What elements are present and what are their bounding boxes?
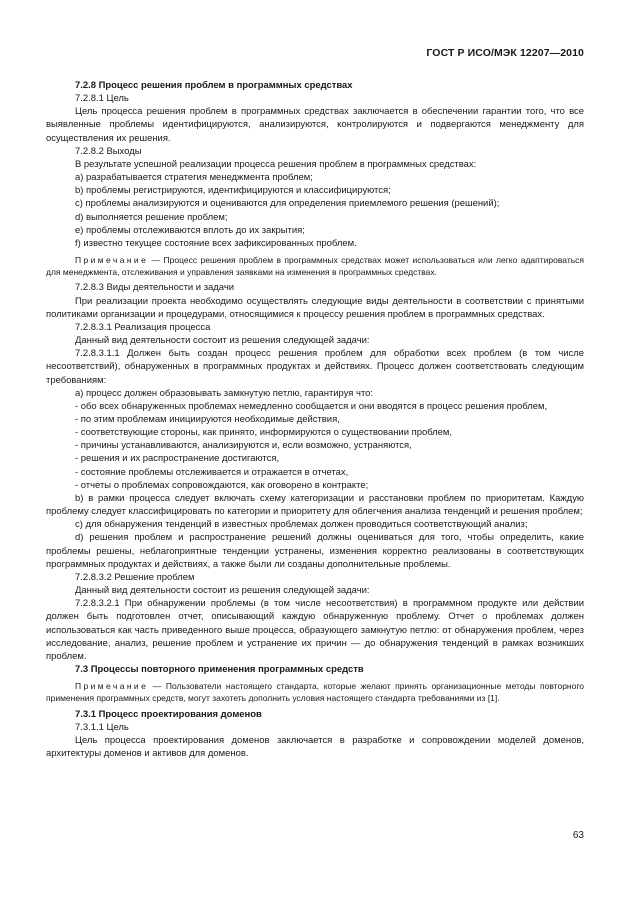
note-paragraph [46,254,584,278]
paragraph: - обо всех обнаруженных проблемах немедленно сообщается и они вводятся в процесс решения проблем, [75,400,548,412]
note-text: — Пользователи настоящего стандарта, которые желают принять организационные методы повторного применения программных средств, могут захотеть дополнить условия настоящего стандарта требованиями из [1]. [46,681,584,704]
paragraph: e) проблемы отслеживаются вплоть до их закрытия; [75,224,305,236]
paragraph: 7.2.8.3.1.1 Должен быть создан процесс решения проблем для обработки всех проблем (в том числе несоответствий), обнаруженных в программных продуктах и действиях. Процесс должен соответствовать следующим требованиям: [46,348,584,386]
paragraph: - отчеты о проблемах сопровождаются, как оговорено в контракте; [75,479,369,491]
note-text: — Процесс решения проблем в программных средствах может использоваться или легко адаптироваться для менеджмента, отслеживания и управления заявками на изменения в программных средствах. [46,255,584,278]
paragraph: f) известно текущее состояние всех зафиксированных проблем. [75,237,357,249]
section-heading: 7.3 Процессы повторного применения программных средств [75,663,364,675]
paragraph: d) выполняется решение проблем; [75,211,228,223]
paragraph: - решения и их распространение достигаются, [75,453,280,465]
section-heading: 7.3.1 Процесс проектирования доменов [75,708,262,720]
paragraph: a) процесс должен образовывать замкнутую петлю, гарантируя что: [75,387,374,399]
paragraph: - причины устанавливаются, анализируются и, если возможно, устраняются, [75,440,412,452]
paragraph: Данный вид деятельности состоит из решения следующей задачи: [75,585,370,597]
paragraph: a) разрабатывается стратегия менеджмента проблем; [75,172,313,184]
paragraph: 7.3.1.1 Цель [75,721,129,733]
paragraph: 7.2.8.3.2.1 При обнаружении проблемы (в том числе несоответствия) в программном продукте или действии должен быть подготовлен отчет, описывающий каждую обнаруженную проблему. Отчет о проблемах должен использоваться как часть приведенного выше процесса, образующего замкнутую петлю: от обнаружения проблем, через исследование, анализ, решение проблем и устранение их причин — до обнаружения тенденций в рамках возникших проблем. [46,598,584,662]
note-label: Примечание [75,681,149,692]
paragraph: 7.2.8.3 Виды деятельности и задачи [75,282,235,294]
section-heading: 7.2.8 Процесс решения проблем в программных средствах [75,80,353,91]
paragraph: - по этим проблемам инициируются необходимые действия, [75,414,340,425]
paragraph: Данный вид деятельности состоит из решения следующей задачи: [75,335,370,347]
paragraph: b) в рамки процесса следует включать схему категоризации и расстановки проблем по приоритетам. Каждую проблему следует классифицировать по категории и приоритету для облегчения анализа тенденций и решения проблем; [46,492,584,518]
paragraph: При реализации проекта необходимо осуществлять следующие виды деятельности в соответствии с принятыми политиками организации и процедурами, относящимися к процессу решения проблем в программных средствах. [46,295,584,320]
paragraph: 7.2.8.2 Выходы [75,145,142,157]
page-number: 63 [572,830,584,841]
paragraph: - состояние проблемы отслеживается и отражается в отчетах, [75,466,349,478]
paragraph: Цель процесса проектирования доменов заключается в разработке и сопровождении моделей доменов, архитектуры доменов и активов для доменов. [46,734,584,759]
note-label: Примечание [75,255,149,266]
paragraph: 7.2.8.3.2 Решение проблем [75,571,195,583]
paragraph: Цель процесса решения проблем в программных средствах заключается в обеспечении гарантии того, что все выявленные проблемы идентифицируются, анализируются, контролируются и подвергаются менеджменту для осуществления их решения. [46,106,584,144]
paragraph: d) решения проблем и распространение решений должны оцениваться для того, чтобы определить, какие проблемы решены, неблагоприятные тенденции устранены, изменения корректно реализованы в соответствующих программных продуктах и действиях, а также были ли созданы дополнительные проблемы. [46,532,584,570]
paragraph: c) проблемы анализируются и оцениваются для определения приемлемого решения (решений); [75,198,500,210]
note-paragraph [46,680,584,704]
paragraph: 7.2.8.1 Цель [75,93,129,105]
paragraph: 7.2.8.3.1 Реализация процесса [75,321,211,333]
page-body [46,79,584,760]
document-id-header: ГОСТ Р ИСО/МЭК 12207—2010 [426,47,584,59]
paragraph: b) проблемы регистрируются, идентифицируются и классифицируются; [75,185,391,197]
paragraph: В результате успешной реализации процесса решения проблем в программных средствах: [75,158,477,170]
paragraph: - соответствующие стороны, как принято, информируются о существовании проблем, [75,427,453,439]
paragraph: c) для обнаружения тенденций в известных проблемах должен проводиться соответствующий анализ; [75,519,528,531]
